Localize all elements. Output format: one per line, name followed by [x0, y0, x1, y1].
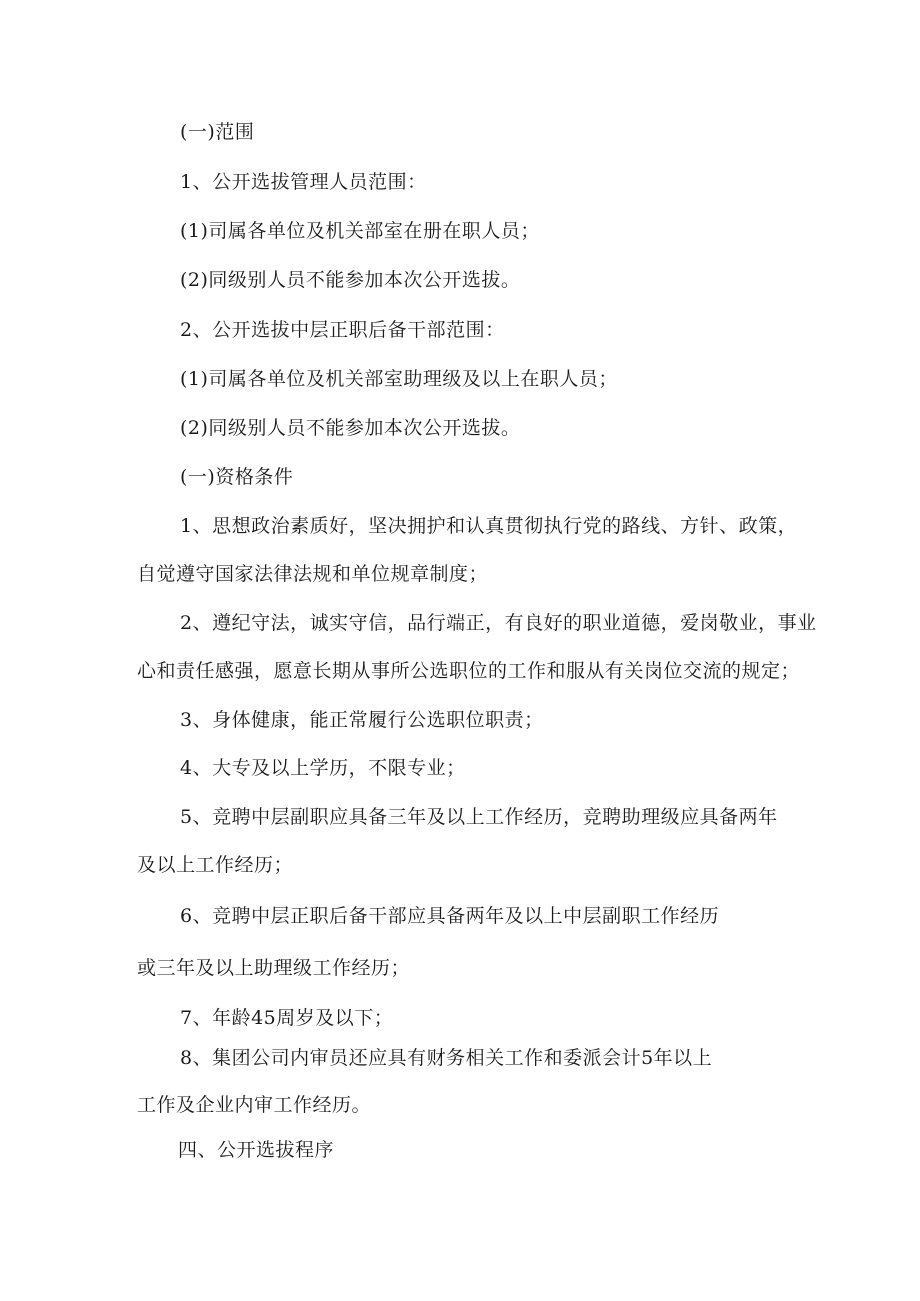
- paragraph-reserve-cadre-scope-item-2: (2)同级别人员不能参加本次公开选拔。: [180, 417, 521, 439]
- paragraph-management-scope-item-2: (2)同级别人员不能参加本次公开选拔。: [180, 269, 521, 291]
- qualification-2-line-2: 心和责任感强，愿意长期从事所公选职位的工作和服从有关岗位交流的规定；: [137, 660, 801, 682]
- paragraph-reserve-cadre-scope: 2、公开选拔中层正职后备干部范围：: [180, 319, 505, 341]
- qualification-3: 3、身体健康，能正常履行公选职位职责；: [180, 709, 544, 731]
- paragraph-management-scope: 1、公开选拔管理人员范围：: [180, 171, 427, 193]
- qualification-8-line-1: 8、集团公司内审员还应具有财务相关工作和委派会计5年以上: [180, 1047, 713, 1069]
- section-heading-qualifications: (一)资格条件: [180, 466, 294, 488]
- section-heading-scope: (一)范围: [180, 121, 255, 143]
- qualification-6-line-1: 6、竞聘中层正职后备干部应具备两年及以上中层副职工作经历: [180, 905, 720, 927]
- qualification-5-line-1: 5、竞聘中层副职应具备三年及以上工作经历，竞聘助理级应具备两年: [180, 806, 778, 828]
- qualification-1-line-2: 自觉遵守国家法律法规和单位规章制度；: [137, 563, 489, 585]
- section-heading-selection-procedure: 四、公开选拔程序: [178, 1139, 335, 1161]
- paragraph-management-scope-item-1: (1)司属各单位及机关部室在册在职人员；: [180, 220, 540, 242]
- qualification-8-line-2: 工作及企业内审工作经历。: [137, 1094, 372, 1116]
- qualification-7: 7、年龄45周岁及以下；: [180, 1007, 394, 1029]
- qualification-5-line-2: 及以上工作经历；: [137, 854, 294, 876]
- qualification-1-line-1: 1、思想政治素质好，坚决拥护和认真贯彻执行党的路线、方针、政策，: [180, 515, 798, 537]
- paragraph-reserve-cadre-scope-item-1: (1)司属各单位及机关部室助理级及以上在职人员；: [180, 368, 618, 390]
- qualification-4: 4、大专及以上学历，不限专业；: [180, 757, 466, 779]
- qualification-2-line-1: 2、遵纪守法，诚实守信，品行端正，有良好的职业道德，爱岗敬业，事业: [180, 612, 817, 634]
- qualification-6-line-2: 或三年及以上助理级工作经历；: [137, 957, 411, 979]
